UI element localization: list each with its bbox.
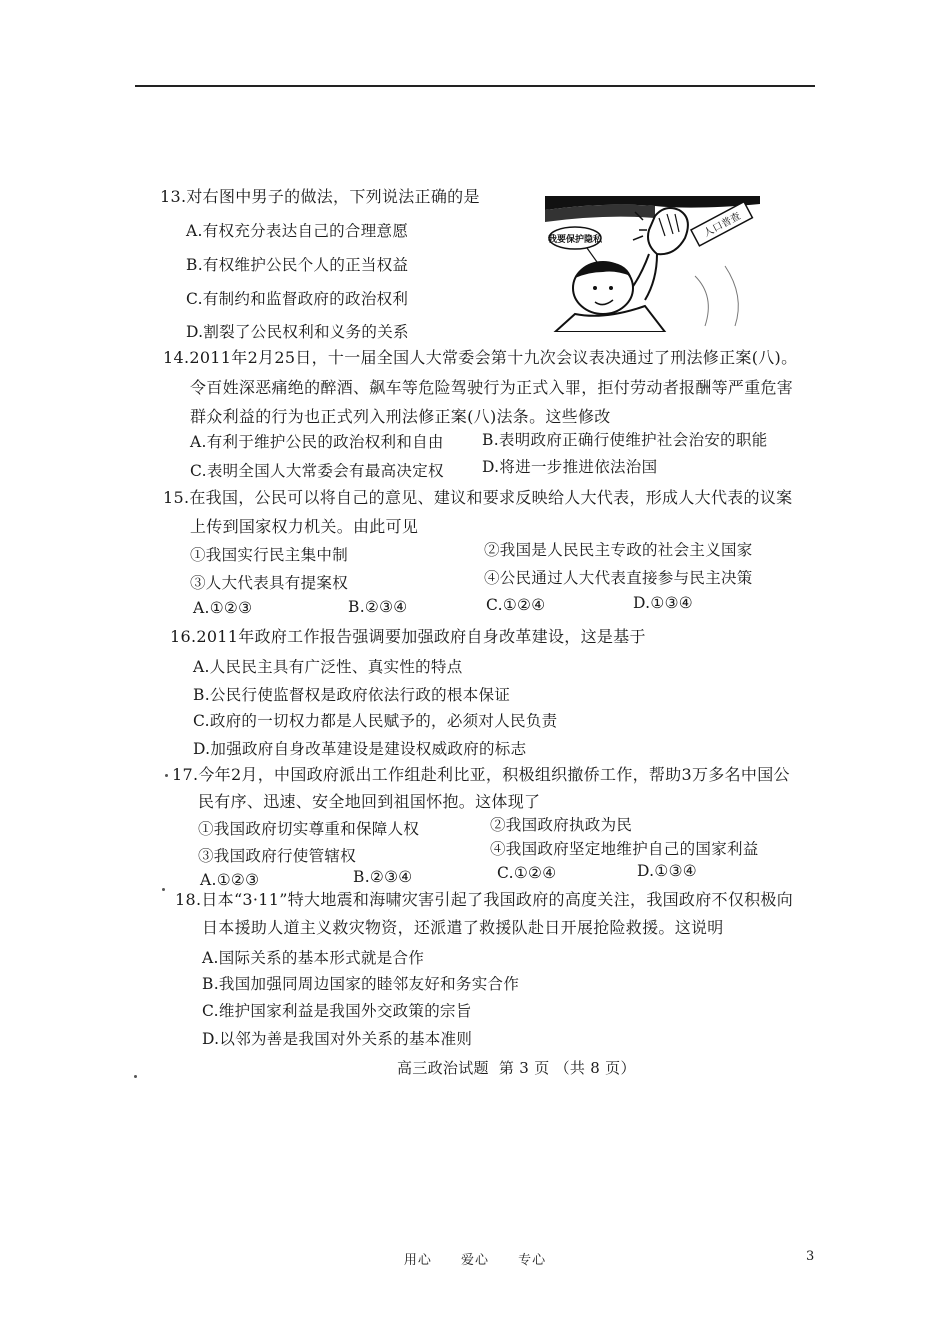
q14-stem-line-2: 令百姓深恶痛绝的醉酒、飙车等危险驾驶行为正式入罪，拒付劳动者报酬等严重危害 [190, 378, 794, 397]
cartoon-speech-bubble: 我要保护隐私 [547, 235, 603, 245]
scan-speck [165, 774, 168, 777]
q18-option-d: D.以邻为善是我国对外关系的基本准则 [202, 1030, 473, 1048]
q14-option-d: D.将进一步推进依法治国 [482, 458, 658, 476]
page-number: 3 [806, 1249, 815, 1264]
q18-option-c: C.维护国家利益是我国外交政策的宗旨 [202, 1002, 472, 1020]
q15-option-a: A.①②③ [193, 599, 253, 617]
footer-word-3: 专心 [518, 1253, 547, 1268]
q14-stem-line-1: 14.2011年2月25日，十一届全国人大常委会第十九次会议表决通过了刑法修正案(八)。 [163, 348, 798, 367]
q15-option-b: B.②③④ [348, 598, 408, 616]
cartoon-image [545, 196, 760, 332]
footer-word-1: 用心 [403, 1253, 432, 1268]
q14-option-c: C.表明全国人大常委会有最高决定权 [190, 462, 444, 480]
q14-option-a: A.有利于维护公民的政治权利和自由 [190, 433, 444, 451]
header-rule [135, 85, 815, 87]
q15-option-c: C.①②④ [486, 596, 546, 614]
q13-stem: 13.对右图中男子的做法，下列说法正确的是 [160, 187, 480, 206]
footer-word-2: 爱心 [460, 1253, 489, 1268]
scan-speck [134, 1075, 137, 1078]
q18-option-b: B.我国加强同周边国家的睦邻友好和务实合作 [202, 975, 520, 993]
q17-option-b: B.②③④ [353, 868, 413, 886]
q15-stem-line-2: 上传到国家权力机关。由此可见 [190, 517, 419, 536]
q16-stem: 16.2011年政府工作报告强调要加强政府自身改革建设，这是基于 [170, 627, 646, 646]
q15-statement-1: ①我国实行民主集中制 [190, 546, 349, 564]
q17-stem-line-1: 17.今年2月，中国政府派出工作组赴利比亚，积极组织撤侨工作，帮助3万多名中国公 [172, 765, 790, 784]
q13-option-a: A.有权充分表达自己的合理意愿 [186, 222, 409, 240]
q13-option-d: D.割裂了公民权利和义务的关系 [186, 323, 409, 341]
q18-stem-line-1: 18.日本“3·11”特大地震和海啸灾害引起了我国政府的高度关注，我国政府不仅积极向 [175, 890, 794, 909]
q17-option-d: D.①③④ [637, 862, 697, 880]
q17-option-c: C.①②④ [497, 864, 557, 882]
q16-option-b: B.公民行使监督权是政府依法行政的根本保证 [193, 686, 511, 704]
q16-option-a: A.人民民主具有广泛性、真实性的特点 [193, 658, 463, 676]
q18-stem-line-2: 日本援助人道主义救灾物资，还派遣了救援队赴日开展抢险救援。这说明 [202, 918, 724, 937]
q17-statement-3: ③我国政府行使管辖权 [198, 847, 357, 865]
scan-speck [162, 888, 165, 891]
q15-statement-4: ④公民通过人大代表直接参与民主决策 [484, 569, 753, 587]
q17-statement-4: ④我国政府坚定地维护自己的国家利益 [490, 840, 759, 858]
q16-option-d: D.加强政府自身改革建设是建设权威政府的标志 [193, 740, 527, 758]
cartoon-sign-text: 人口普查 [702, 210, 743, 240]
q15-option-d: D.①③④ [633, 594, 693, 612]
q17-option-a: A.①②③ [200, 871, 260, 889]
q17-stem-line-2: 民有序、迅速、安全地回到祖国怀抱。这体现了 [198, 792, 541, 811]
q16-option-c: C.政府的一切权力都是人民赋予的，必须对人民负责 [193, 712, 558, 730]
q15-stem-line-1: 15.在我国，公民可以将自己的意见、建议和要求反映给人大代表，形成人大代表的议案 [163, 488, 793, 507]
q14-option-b: B.表明政府正确行使维护社会治安的职能 [482, 431, 768, 449]
exam-page-footer: 高三政治试题 第 3 页 （共 8 页） [397, 1059, 636, 1077]
q13-option-c: C.有制约和监督政府的政治权利 [186, 290, 409, 308]
q17-statement-1: ①我国政府切实尊重和保障人权 [198, 820, 420, 838]
q15-statement-3: ③人大代表具有提案权 [190, 574, 349, 592]
q17-statement-2: ②我国政府执政为民 [490, 816, 633, 834]
q15-statement-2: ②我国是人民民主专政的社会主义国家 [484, 541, 753, 559]
q18-option-a: A.国际关系的基本形式就是合作 [202, 949, 425, 967]
q13-option-b: B.有权维护公民个人的正当权益 [186, 256, 409, 274]
q14-stem-line-3: 群众利益的行为也正式列入刑法修正案(八)法条。这些修改 [190, 407, 611, 426]
